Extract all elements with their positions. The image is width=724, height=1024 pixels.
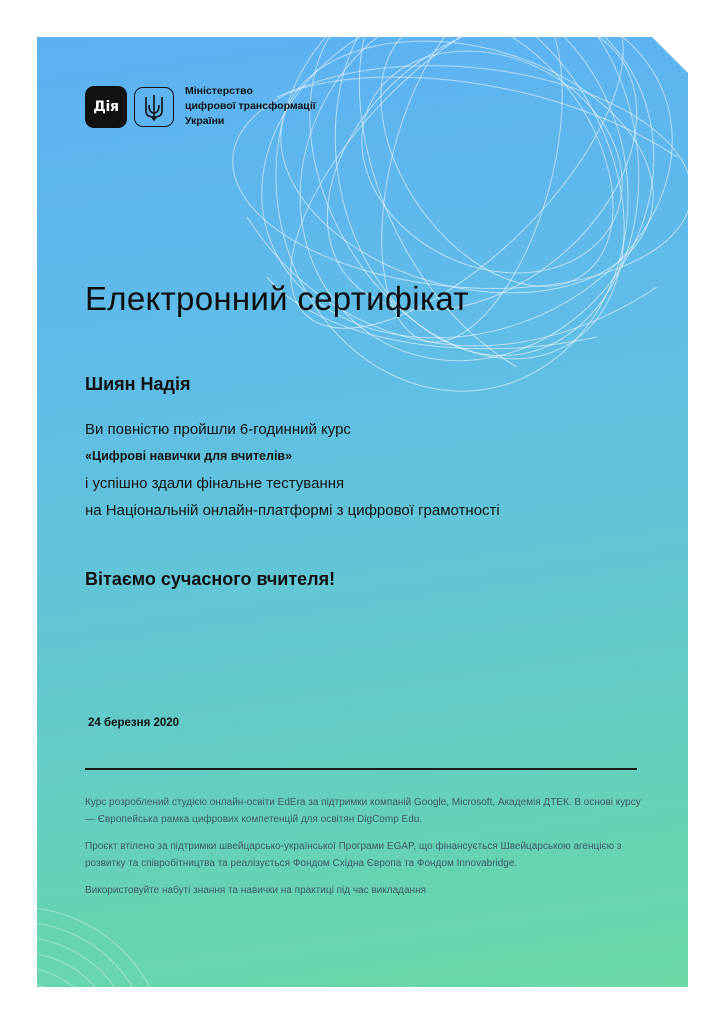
ministry-line: України: [185, 115, 225, 127]
divider: [85, 768, 637, 770]
folded-corner: [652, 37, 688, 73]
trident-icon: [134, 87, 174, 127]
greeting: Вітаємо сучасного вчителя!: [85, 569, 336, 589]
certificate-title: Електронний сертифікат: [85, 280, 469, 317]
footer-paragraph: Курс розроблений студією онлайн-освіти EdEra за підтримки компаній Google, Microsoft, Академія ДТЕК. В основі курсу — Європейська рамка цифрових компетенцій для освітян DigComp Edu.: [85, 797, 641, 825]
body-line: на Національній онлайн-платформі з цифрової грамотності: [85, 502, 500, 519]
ministry-name: [185, 84, 345, 129]
certificate-card: [37, 37, 688, 987]
body-line: Ви повністю пройшли 6-годинний курс: [85, 421, 351, 438]
issue-date: 24 березня 2020: [88, 717, 180, 729]
certificate-body: [85, 416, 645, 524]
recipient-name: Шиян Надія: [85, 374, 191, 394]
logo-block: [85, 84, 345, 129]
diia-logo: Дія: [85, 86, 127, 128]
ministry-line: цифрової трансформації: [185, 100, 316, 112]
body-line: і успішно здали фінальне тестування: [85, 475, 345, 492]
ministry-line: Міністерство: [185, 85, 253, 97]
footer-notes: [85, 794, 645, 909]
course-name: «Цифрові навички для вчителів»: [85, 449, 293, 463]
footer-paragraph: Використовуйте набуті знання та навички на практиці під час викладання: [85, 885, 427, 896]
footer-paragraph: Проєкт втілено за підтримки швейцарсько-української Програми EGAP, що фінансується Швейцарською агенцією з розвитку та співробітництва та реалізується Фондом Східна Європа та Фондом Innovabridge.: [85, 841, 622, 869]
